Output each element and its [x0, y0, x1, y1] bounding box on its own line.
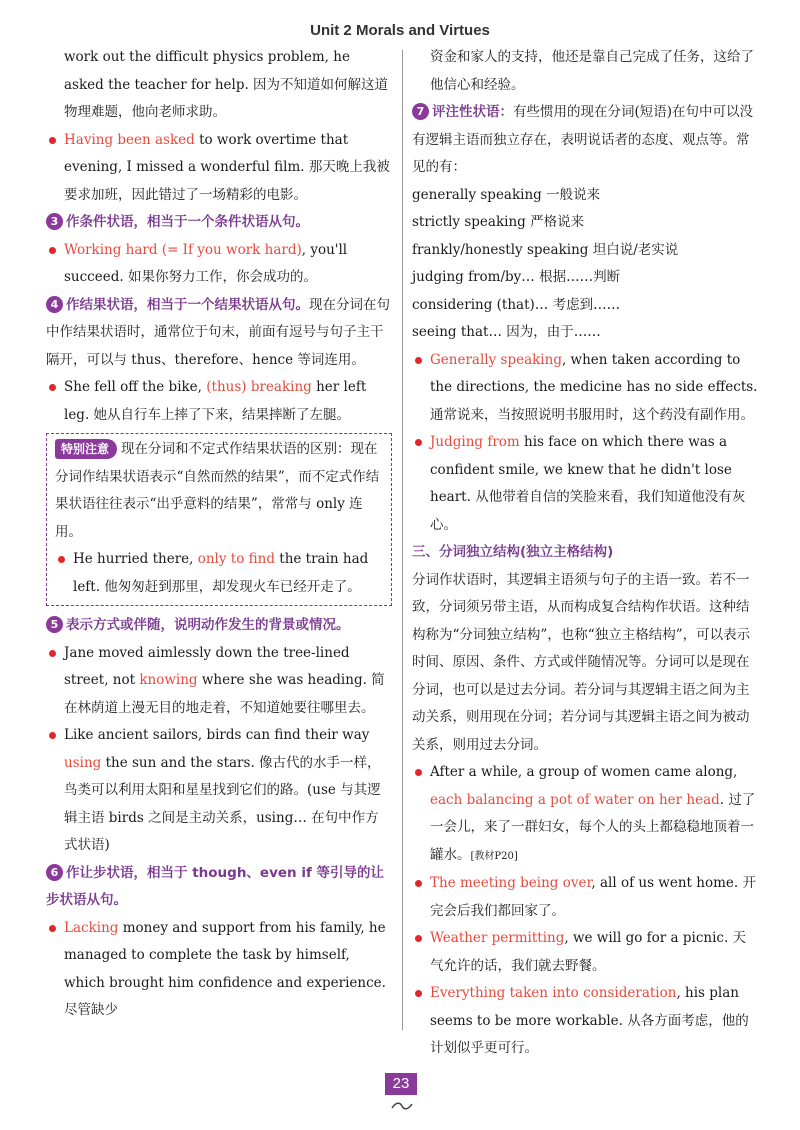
highlight-phrase: (thus) breaking	[206, 379, 312, 395]
highlight-phrase: only to find	[197, 551, 275, 567]
number-badge: 7	[412, 103, 429, 120]
example-text: the train had left. 他匆匆赶到那里，却发现火车已经开走了。	[73, 551, 369, 595]
intro-line-1: work out the difficult physics problem, he asked	[64, 49, 350, 93]
example-working-hard	[46, 237, 392, 292]
right-column	[412, 44, 758, 1063]
special-note-box	[46, 433, 392, 606]
heading-text: 作让步状语，相当于 though、even if 等引导的让步状语从句。	[46, 864, 385, 908]
example-jane	[46, 640, 392, 723]
highlight-phrase: Having been asked	[64, 131, 195, 148]
heading-concession	[46, 860, 392, 915]
textbook-source: [教材P20]	[470, 850, 518, 862]
example-text: her left leg. 她从自行车上摔了下来，结果摔断了左腿。	[64, 379, 367, 423]
phrase-item: strictly speaking 严格说来	[412, 214, 585, 230]
example-text: After a while, a group of women came along,	[430, 764, 738, 780]
heading-text: 作结果状语，相当于一个结果状语从句。	[66, 296, 309, 313]
example-text: She fell off the bike,	[64, 379, 207, 395]
example-text: his face on which there was a confident smile, we knew that he didn't lose heart. 从他带着自信的笑脸来看，我们知道他没有灰心。	[430, 434, 746, 533]
example-text: , you'll succeed. 如果你努力工作，你会成功的。	[64, 241, 348, 285]
phrase-item: generally speaking 一般说来	[412, 186, 601, 203]
example-text: , we will go for a picnic. 天气允许的话，我们就去野餐。	[430, 930, 747, 974]
body-text: 现在分词在句中作结果状语时，通常位于句末，前面有逗号与句子主干隔开，可以与 thus、therefore、hence 等词连用。	[46, 296, 390, 368]
heading-text: 评注性状语：	[432, 104, 513, 120]
number-badge: 4	[46, 296, 63, 313]
page-number: 23	[385, 1073, 417, 1095]
paragraph-comment	[412, 99, 758, 182]
heading-text: 作条件状语，相当于一个条件状语从句。	[66, 214, 309, 230]
example-women	[412, 759, 758, 870]
phrase-item: judging from/by… 根据……判断	[412, 269, 621, 285]
heading-text: 表示方式或伴随，说明动作发生的背景或情况。	[66, 617, 350, 633]
highlight-phrase: each balancing a pot of water on her head	[430, 791, 720, 808]
example-text: , when taken according to the directions, the medicine has no side effects. 通常说来，当按照说明书服用时，这个药没有副作用。	[430, 351, 758, 423]
example-text: to work overtime that evening, I missed a wonderful film. 那天晚上我被要求加班，因此错过了一场精彩的电影。	[64, 131, 390, 203]
continued-text: 资金和家人的支持，他还是靠自己完成了任务，这给了他信心和经验。	[430, 49, 754, 93]
phrase-item: considering (that)… 考虑到……	[412, 296, 621, 313]
example-text: , his plan seems to be more workable. 从各方面考虑，他的计划似乎更可行。	[430, 985, 749, 1056]
continued-text	[46, 44, 392, 127]
left-column	[46, 44, 392, 1025]
example-text: the sun and the stars. 像古代的水手一样，鸟类可以利用太阳和星星找到它们的路。(use 与其逻辑主语 birds 之间是主动关系，using… 在句中作方式状语)	[64, 754, 381, 853]
example-overtime	[46, 127, 392, 210]
example-text: where she was heading. 简在林荫道上漫无目的地走着，不知道她要往哪里去。	[64, 672, 385, 716]
number-badge: 3	[46, 213, 63, 230]
highlight-phrase: Weather permitting	[430, 930, 565, 946]
special-note-tag: 特别注意	[55, 439, 117, 459]
example-everything	[412, 980, 758, 1063]
highlight-phrase: Working hard (= If you work hard)	[64, 241, 302, 258]
number-badge: 5	[46, 616, 63, 633]
intro-line-2: the teacher for help. 因为不知道如何解这道物理难题，他向老师求助。	[64, 76, 389, 120]
paragraph-result	[46, 292, 392, 375]
highlight-phrase: using	[64, 754, 102, 771]
example-judging	[412, 429, 758, 539]
section-body: 分词作状语时，其逻辑主语须与句子的主语一致。若不一致，分词须另带主语，从而构成复合结构作状语。这种结构称为“分词独立结构”，也称“独立主格结构”，可以表示时间、原因、条件、方式或伴随情况等。分词可以是现在分词，也可以是过去分词。若分词与其逻辑主语之间为主动关系，则用现在分词；若分词与其逻辑主语之间为被动关系，则用过去分词。	[412, 571, 751, 753]
example-weather	[412, 925, 758, 980]
example-text: Like ancient sailors, birds can find their way	[64, 727, 370, 743]
example-text: Jane moved aimlessly down the tree-lined street, not	[64, 644, 350, 688]
example-text: He hurried there,	[73, 551, 198, 567]
section-title: 三、分词独立结构(独立主格结构)	[412, 544, 614, 560]
heading-condition	[46, 209, 392, 237]
example-text: money and support from his family, he managed to complete the task by himself, which brought him confidence and experience. 尽管缺少	[64, 919, 386, 1018]
example-text: . 过了一会儿，来了一群妇女，每个人的头上都稳稳地顶着一罐水。	[430, 791, 756, 863]
example-hurried	[55, 546, 383, 601]
example-sailors	[46, 722, 392, 860]
highlight-phrase: Lacking	[64, 919, 119, 936]
phrase-item: frankly/honestly speaking 坦白说/老实说	[412, 241, 679, 258]
note-body: 现在分词和不定式作结果状语的区别：现在分词作结果状语表示“自然而然的结果”，而不定式作结果状语往往表示“出乎意料的结果”，常常与 only 连用。	[55, 441, 380, 540]
note-text	[55, 436, 383, 546]
example-bike	[46, 374, 392, 429]
highlight-phrase: Everything taken into consideration	[430, 985, 677, 1001]
body-text: 有些惯用的现在分词(短语)在句中可以没有逻辑主语而独立存在，表明说话者的态度、观点等。常见的有：	[412, 104, 754, 175]
example-lacking	[46, 915, 392, 1025]
heading-manner	[46, 612, 392, 640]
page-header: Unit 2 Morals and Virtues	[310, 22, 490, 39]
phrase-item: seeing that… 因为，由于……	[412, 324, 601, 340]
example-text: , all of us went home. 开完会后我们都回家了。	[430, 875, 756, 919]
example-generally	[412, 347, 758, 430]
highlight-phrase: Generally speaking	[430, 351, 562, 368]
highlight-phrase: The meeting being over	[430, 875, 592, 891]
decorative-swirl-icon	[390, 1100, 414, 1112]
highlight-phrase: knowing	[139, 672, 198, 688]
highlight-phrase: Judging from	[430, 434, 520, 450]
number-badge: 6	[46, 864, 63, 881]
column-divider	[402, 50, 403, 1030]
example-meeting	[412, 870, 758, 925]
